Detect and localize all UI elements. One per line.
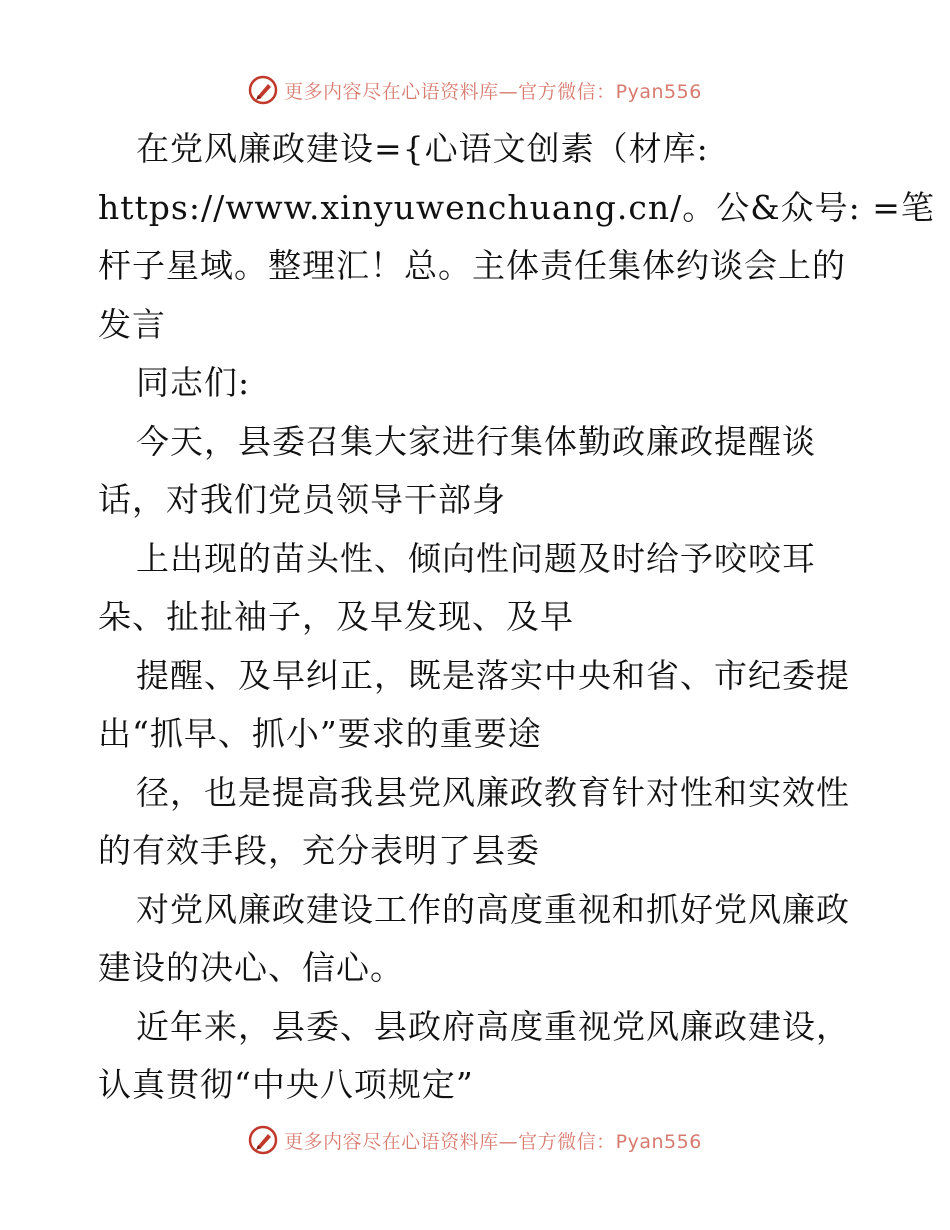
text-line: https://www.xinyuwenchuang.cn/。公&众号: =笔	[98, 187, 935, 227]
text-line: 在党风廉政建设={心语文创素（材库:	[136, 129, 709, 168]
text-line: 径，也是提高我县党风廉政教育针对性和实效性	[136, 772, 850, 812]
text-line: 发言	[98, 304, 166, 344]
footer-watermark	[0, 1120, 950, 1160]
watermark-text: 更多内容尽在心语资料库—官方微信：Pyan556	[284, 1130, 702, 1153]
pen-logo-icon	[248, 1125, 278, 1155]
text-line: 提醒、及早纠正，既是落实中央和省、市纪委提	[136, 655, 850, 695]
text-line: 杆子星域。整理汇！总。主体责任集体约谈会上的	[98, 246, 846, 285]
text-line: 上出现的苗头性、倾向性问题及时给予咬咬耳	[136, 538, 816, 578]
text-line: 朵、扯扯袖子，及早发现、及早	[98, 597, 574, 636]
text-line: 建设的决心、信心。	[98, 948, 404, 987]
text-line: 话，对我们党员领导干部身	[98, 480, 506, 519]
text-line: 的有效手段，充分表明了县委	[98, 831, 540, 870]
watermark-text: 更多内容尽在心语资料库—官方微信：Pyan556	[284, 80, 702, 103]
text-line: 出“抓早、抓小”要求的重要途	[98, 714, 542, 753]
document-body	[98, 120, 935, 1115]
text-line: 同志们:	[136, 363, 251, 402]
pen-logo-icon	[248, 75, 278, 105]
text-line: 认真贯彻“中央八项规定”	[98, 1065, 474, 1104]
text-line: 对党风廉政建设工作的高度重视和抓好党风廉政	[136, 889, 850, 929]
text-line: 近年来，县委、县政府高度重视党风廉政建设，	[136, 1006, 850, 1046]
header-watermark	[0, 70, 950, 110]
text-line: 今天，县委召集大家进行集体勤政廉政提醒谈	[136, 421, 816, 461]
